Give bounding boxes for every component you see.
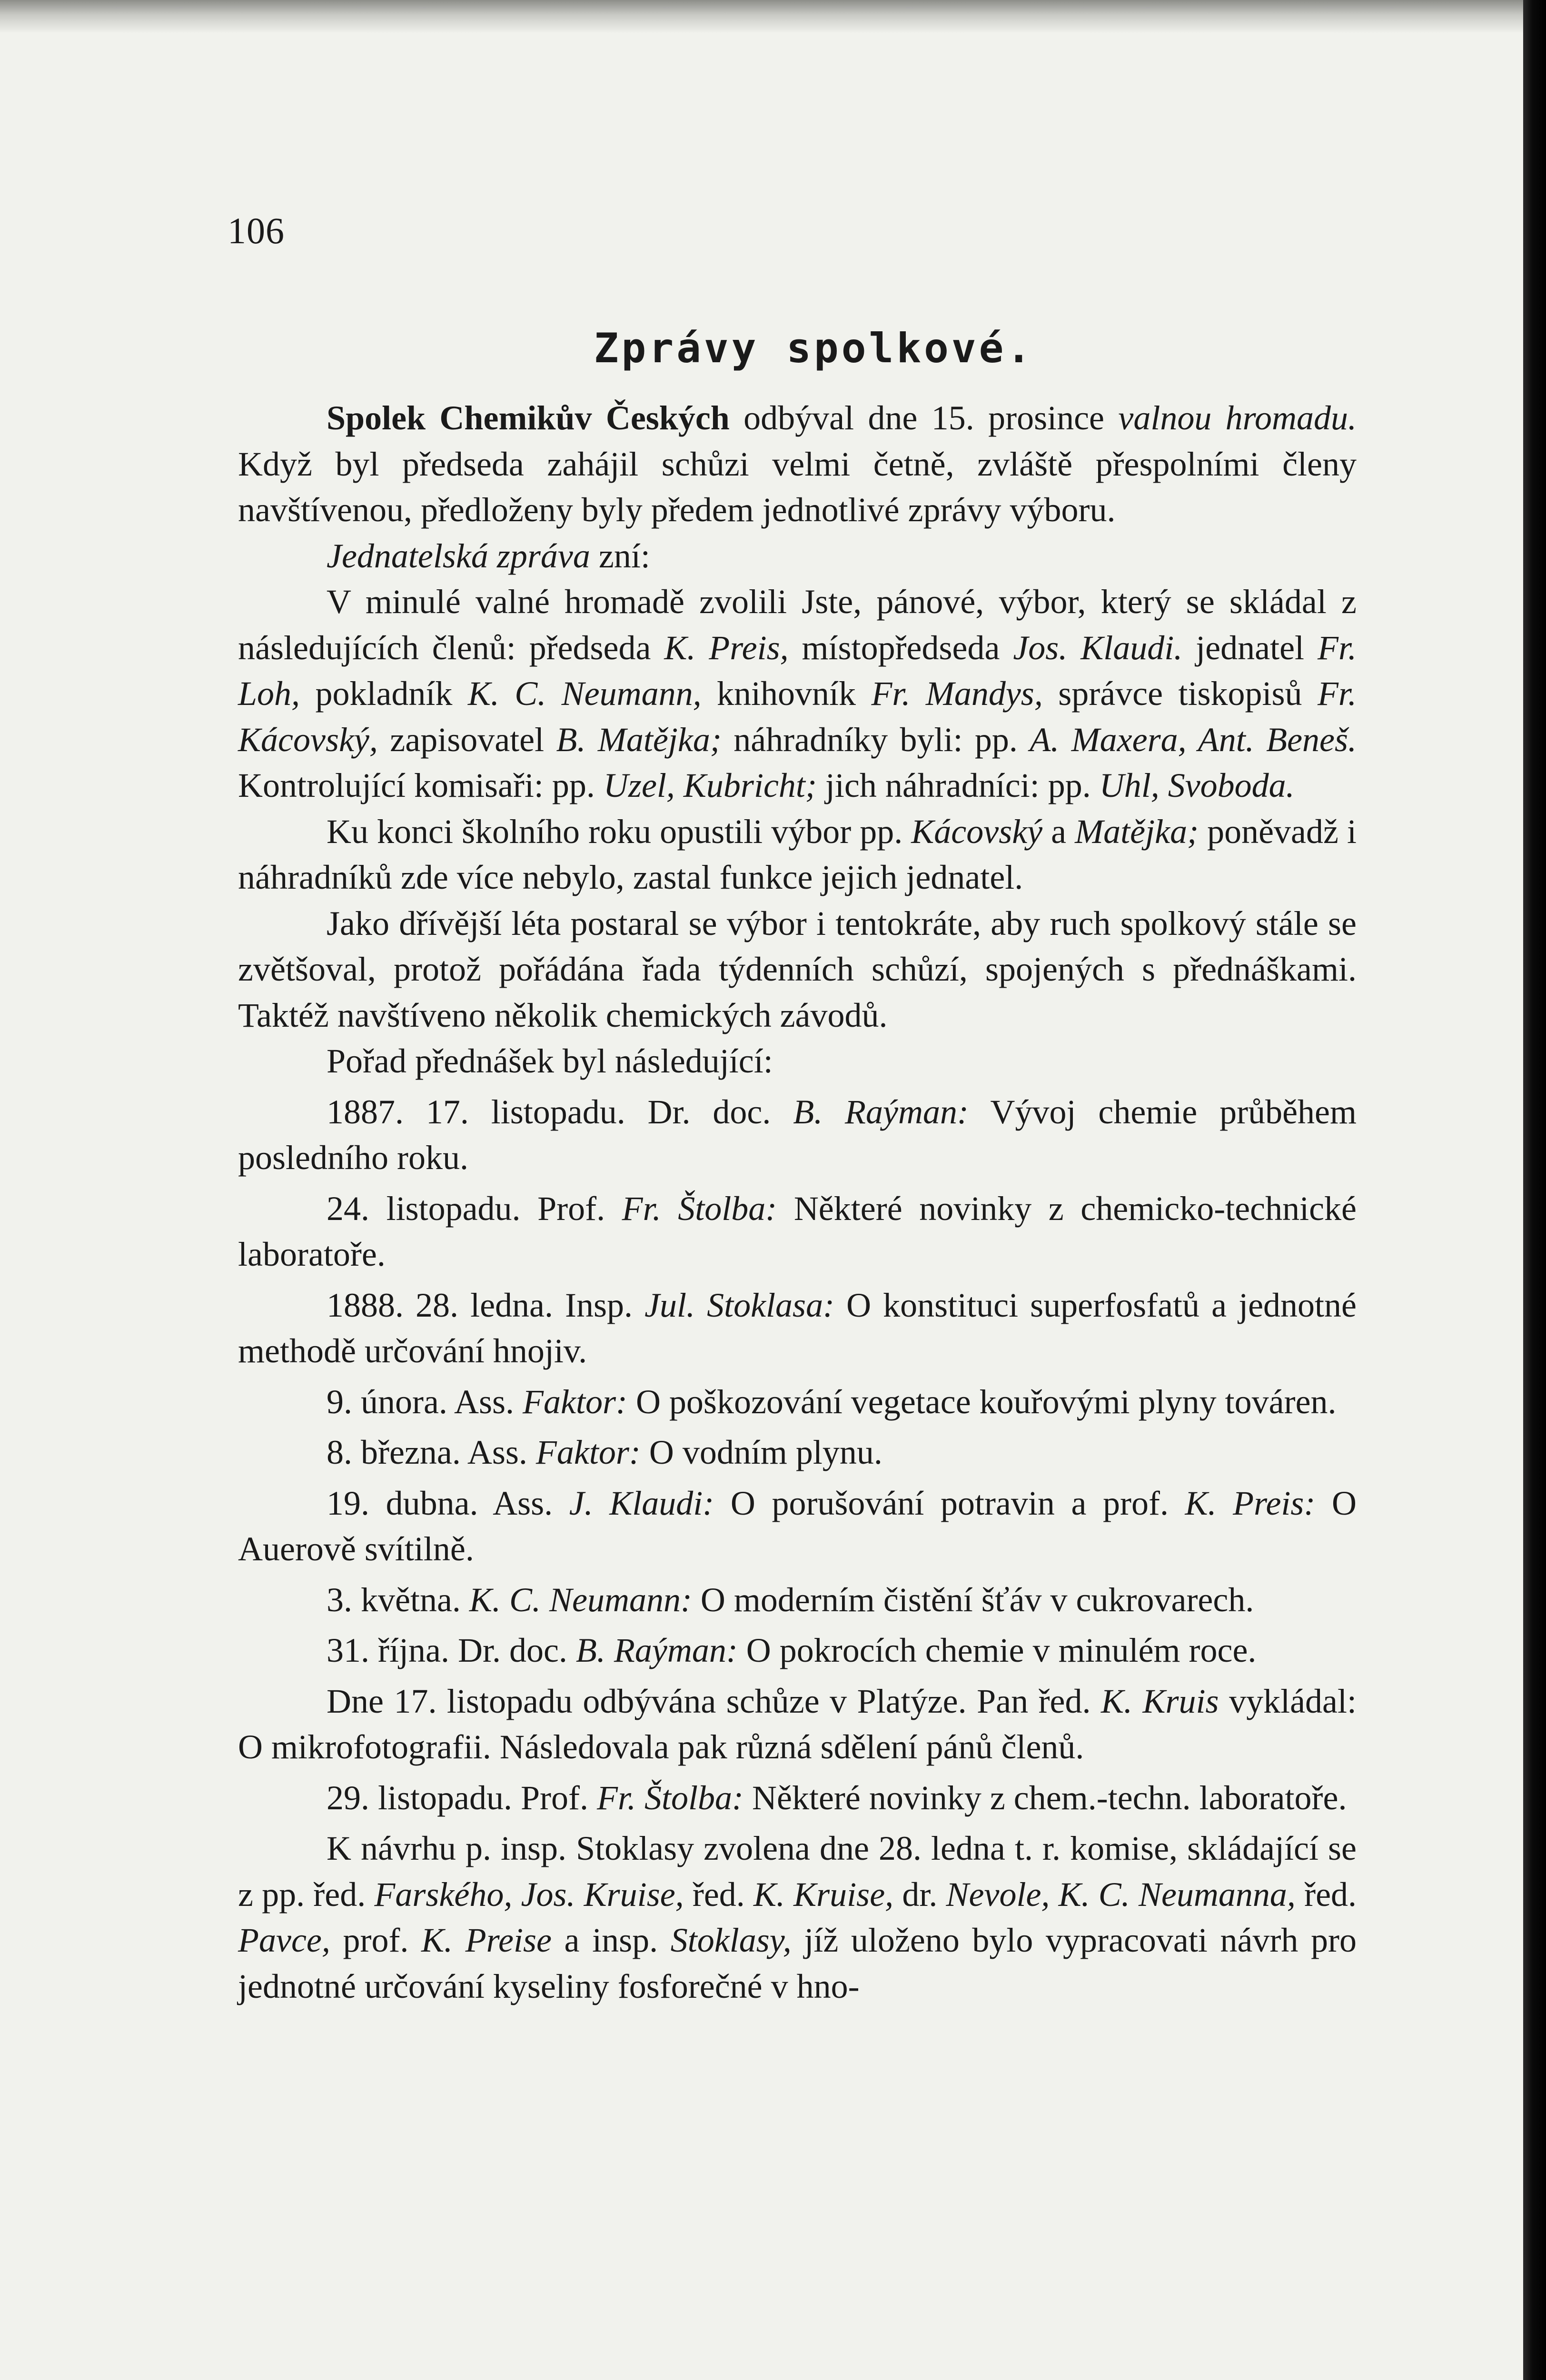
text-run: Dne 17. listopadu odbývána schůze v Platýze. Pan řed.: [327, 1682, 1101, 1720]
text-run: jíž uloženo bylo vypracovati návrh pro jednotné určování kyseliny fosforečné v hno-: [238, 1921, 1357, 2005]
text-run: dr.: [893, 1875, 946, 1914]
text-run: prof.: [330, 1921, 422, 1959]
text-run: Kontrolující komisaři: pp.: [238, 766, 604, 804]
text-run: 31. října. Dr. doc.: [327, 1631, 576, 1669]
lecture-entry: [238, 1678, 1357, 1770]
text-run: 19. dubna. Ass.: [327, 1484, 569, 1522]
lecture-entry: [238, 1480, 1357, 1572]
text-run: správce tiskopisů: [1042, 674, 1318, 713]
italic-run: K. Kruise,: [753, 1875, 894, 1914]
italic-run: Faktor:: [535, 1433, 641, 1471]
text-run: pokladník: [300, 674, 468, 713]
text-run: a insp.: [551, 1921, 671, 1959]
lecture-entry: [238, 1577, 1357, 1623]
lecture-entry: [238, 1775, 1357, 1821]
text-run: O porušování potravin a prof.: [714, 1484, 1185, 1522]
text-run: a: [1042, 812, 1075, 851]
italic-run: K. Kruis: [1101, 1682, 1219, 1720]
paragraph: [238, 533, 1357, 579]
text-run: náhradníky byli: pp.: [721, 720, 1030, 759]
italic-run: B. Raýman:: [575, 1631, 738, 1669]
italic-run: J. Klaudi:: [569, 1484, 714, 1522]
text-run: O vodním plynu.: [640, 1433, 882, 1471]
text-run: Když byl předseda zahájil schůzi velmi četně, zvláště přespolními členy navštívenou, předloženy byly předem jednotlivé zprávy výboru.: [238, 445, 1357, 529]
paragraph: [238, 579, 1357, 809]
italic-run: K. C. Neumann,: [467, 674, 702, 713]
italic-run: B. Raýman:: [793, 1092, 969, 1131]
italic-run: Pavce,: [238, 1921, 330, 1959]
italic-run: K. Preise: [421, 1921, 552, 1959]
text-run: 1888. 28. ledna. Insp.: [327, 1286, 645, 1324]
lecture-entry: [238, 1186, 1357, 1278]
lecture-entry: [238, 1429, 1357, 1476]
text-run: Pořad přednášek byl následující:: [327, 1042, 773, 1080]
text-run: 8. března. Ass.: [327, 1433, 536, 1471]
text-run: [512, 1875, 521, 1914]
italic-run: Nevole, K. C. Neumanna,: [946, 1875, 1296, 1914]
text-run: 3. května.: [327, 1580, 469, 1619]
italic-run: Fr. Loh,: [238, 628, 1357, 713]
text-run: zní:: [590, 536, 650, 575]
text-run: jich náhradníci: pp.: [816, 766, 1100, 804]
text-run: Jako dřívější léta postaral se výbor i tentokráte, aby ruch spolkový stále se zvětšoval, protož pořádána řada týdenních schůzí, spojených s přednáškami. Taktéž navštíveno několik chemických závodů.: [238, 904, 1357, 1034]
text-run: 1887. 17. listopadu. Dr. doc.: [327, 1092, 793, 1131]
italic-run: K. Preis,: [664, 628, 789, 667]
text-run: místopředseda: [788, 628, 1013, 667]
section-heading: Zprávy spolkové.: [594, 325, 1034, 372]
italic-run: Fr. Štolba:: [596, 1778, 743, 1817]
italic-run: K. Preis:: [1185, 1484, 1316, 1522]
text-run: 29. listopadu. Prof.: [327, 1778, 597, 1817]
italic-run: Fr. Kácovský,: [238, 674, 1357, 759]
text-run: jednatel: [1182, 628, 1318, 667]
lecture-entry: [238, 1089, 1357, 1181]
text-run: O pokrocích chemie v minulém roce.: [737, 1631, 1257, 1669]
text-run: Některé novinky z chemicko-technické laboratoře.: [238, 1189, 1357, 1273]
text-run: K návrhu p. insp. Stoklasy zvolena dne 28. ledna t. r. komise, skládající se z pp. řed.: [238, 1829, 1357, 1914]
lecture-entry: [238, 1627, 1357, 1674]
scan-right-edge: [1523, 0, 1546, 2380]
text-run: poněvadž i náhradníků zde více nebylo, zastal funkce jejich jednatel.: [238, 812, 1357, 896]
italic-run: A. Maxera, Ant. Beneš.: [1030, 720, 1357, 759]
text-run: zapisovatel: [377, 720, 556, 759]
italic-run: Jos. Kruise,: [521, 1875, 684, 1914]
text-run: Vývoj chemie průběhem posledního roku.: [238, 1092, 1357, 1177]
paragraph: [238, 1038, 1357, 1084]
italic-run: Uzel, Kubricht;: [603, 766, 817, 804]
text-run: Některé novinky z chem.-techn. laboratoře.: [743, 1778, 1347, 1817]
italic-run: Fr. Štolba:: [622, 1189, 777, 1228]
italic-run: Faktor:: [523, 1382, 627, 1421]
italic-run: K. C. Neumann:: [469, 1580, 692, 1619]
text-run: O poškozování vegetace kouřovými plyny továren.: [627, 1382, 1337, 1421]
text-run: O konstituci superfosfatů a jednotné methodě určování hnojiv.: [238, 1286, 1357, 1370]
paragraph: [238, 901, 1357, 1039]
italic-run: Uhl, Svoboda.: [1099, 766, 1295, 804]
lecture-entry: [238, 1379, 1357, 1425]
text-run: knihovník: [701, 674, 872, 713]
text-run: V minulé valné hromadě zvolili Jste, pánové, výbor, který se skládal z následujících členů: předseda: [238, 583, 1357, 667]
text-run: řed.: [684, 1875, 753, 1914]
italic-run: Jul. Stoklasa:: [644, 1286, 835, 1324]
paragraph: [238, 395, 1357, 533]
text-run: vykládal: O mikrofotografii. Následovala pak různá sdělení pánů členů.: [238, 1682, 1357, 1766]
italic-run: Farského,: [374, 1875, 513, 1914]
text-run: O moderním čistění šťáv v cukrovarech.: [692, 1580, 1254, 1619]
text-run: odbýval dne 15. prosince: [729, 399, 1119, 437]
body-text: [238, 395, 1357, 2009]
text-run: Ku konci školního roku opustili výbor pp.: [327, 812, 912, 851]
lecture-entry: [238, 1282, 1357, 1374]
italic-run: Stoklasy,: [670, 1921, 792, 1959]
italic-run: Jos. Klaudi.: [1013, 628, 1183, 667]
text-run: 24. listopadu. Prof.: [327, 1189, 622, 1228]
italic-run: Matějka;: [1075, 812, 1199, 851]
text-run: 9. února. Ass.: [327, 1382, 523, 1421]
bold-run: Spolek Chemikův Českých: [327, 399, 730, 437]
paragraph: [238, 1825, 1357, 2009]
page-number: 106: [228, 210, 285, 251]
italic-run: valnou hromadu.: [1118, 399, 1357, 437]
paragraph: [238, 809, 1357, 901]
italic-run: B. Matějka;: [556, 720, 722, 759]
scan-top-edge: [0, 0, 1523, 33]
text-run: řed.: [1295, 1875, 1357, 1914]
italic-run: Kácovský: [911, 812, 1043, 851]
italic-run: Jednatelská zpráva: [327, 536, 590, 575]
text-run: O Auerově svítilně.: [238, 1484, 1357, 1568]
italic-run: Fr. Mandys,: [871, 674, 1043, 713]
